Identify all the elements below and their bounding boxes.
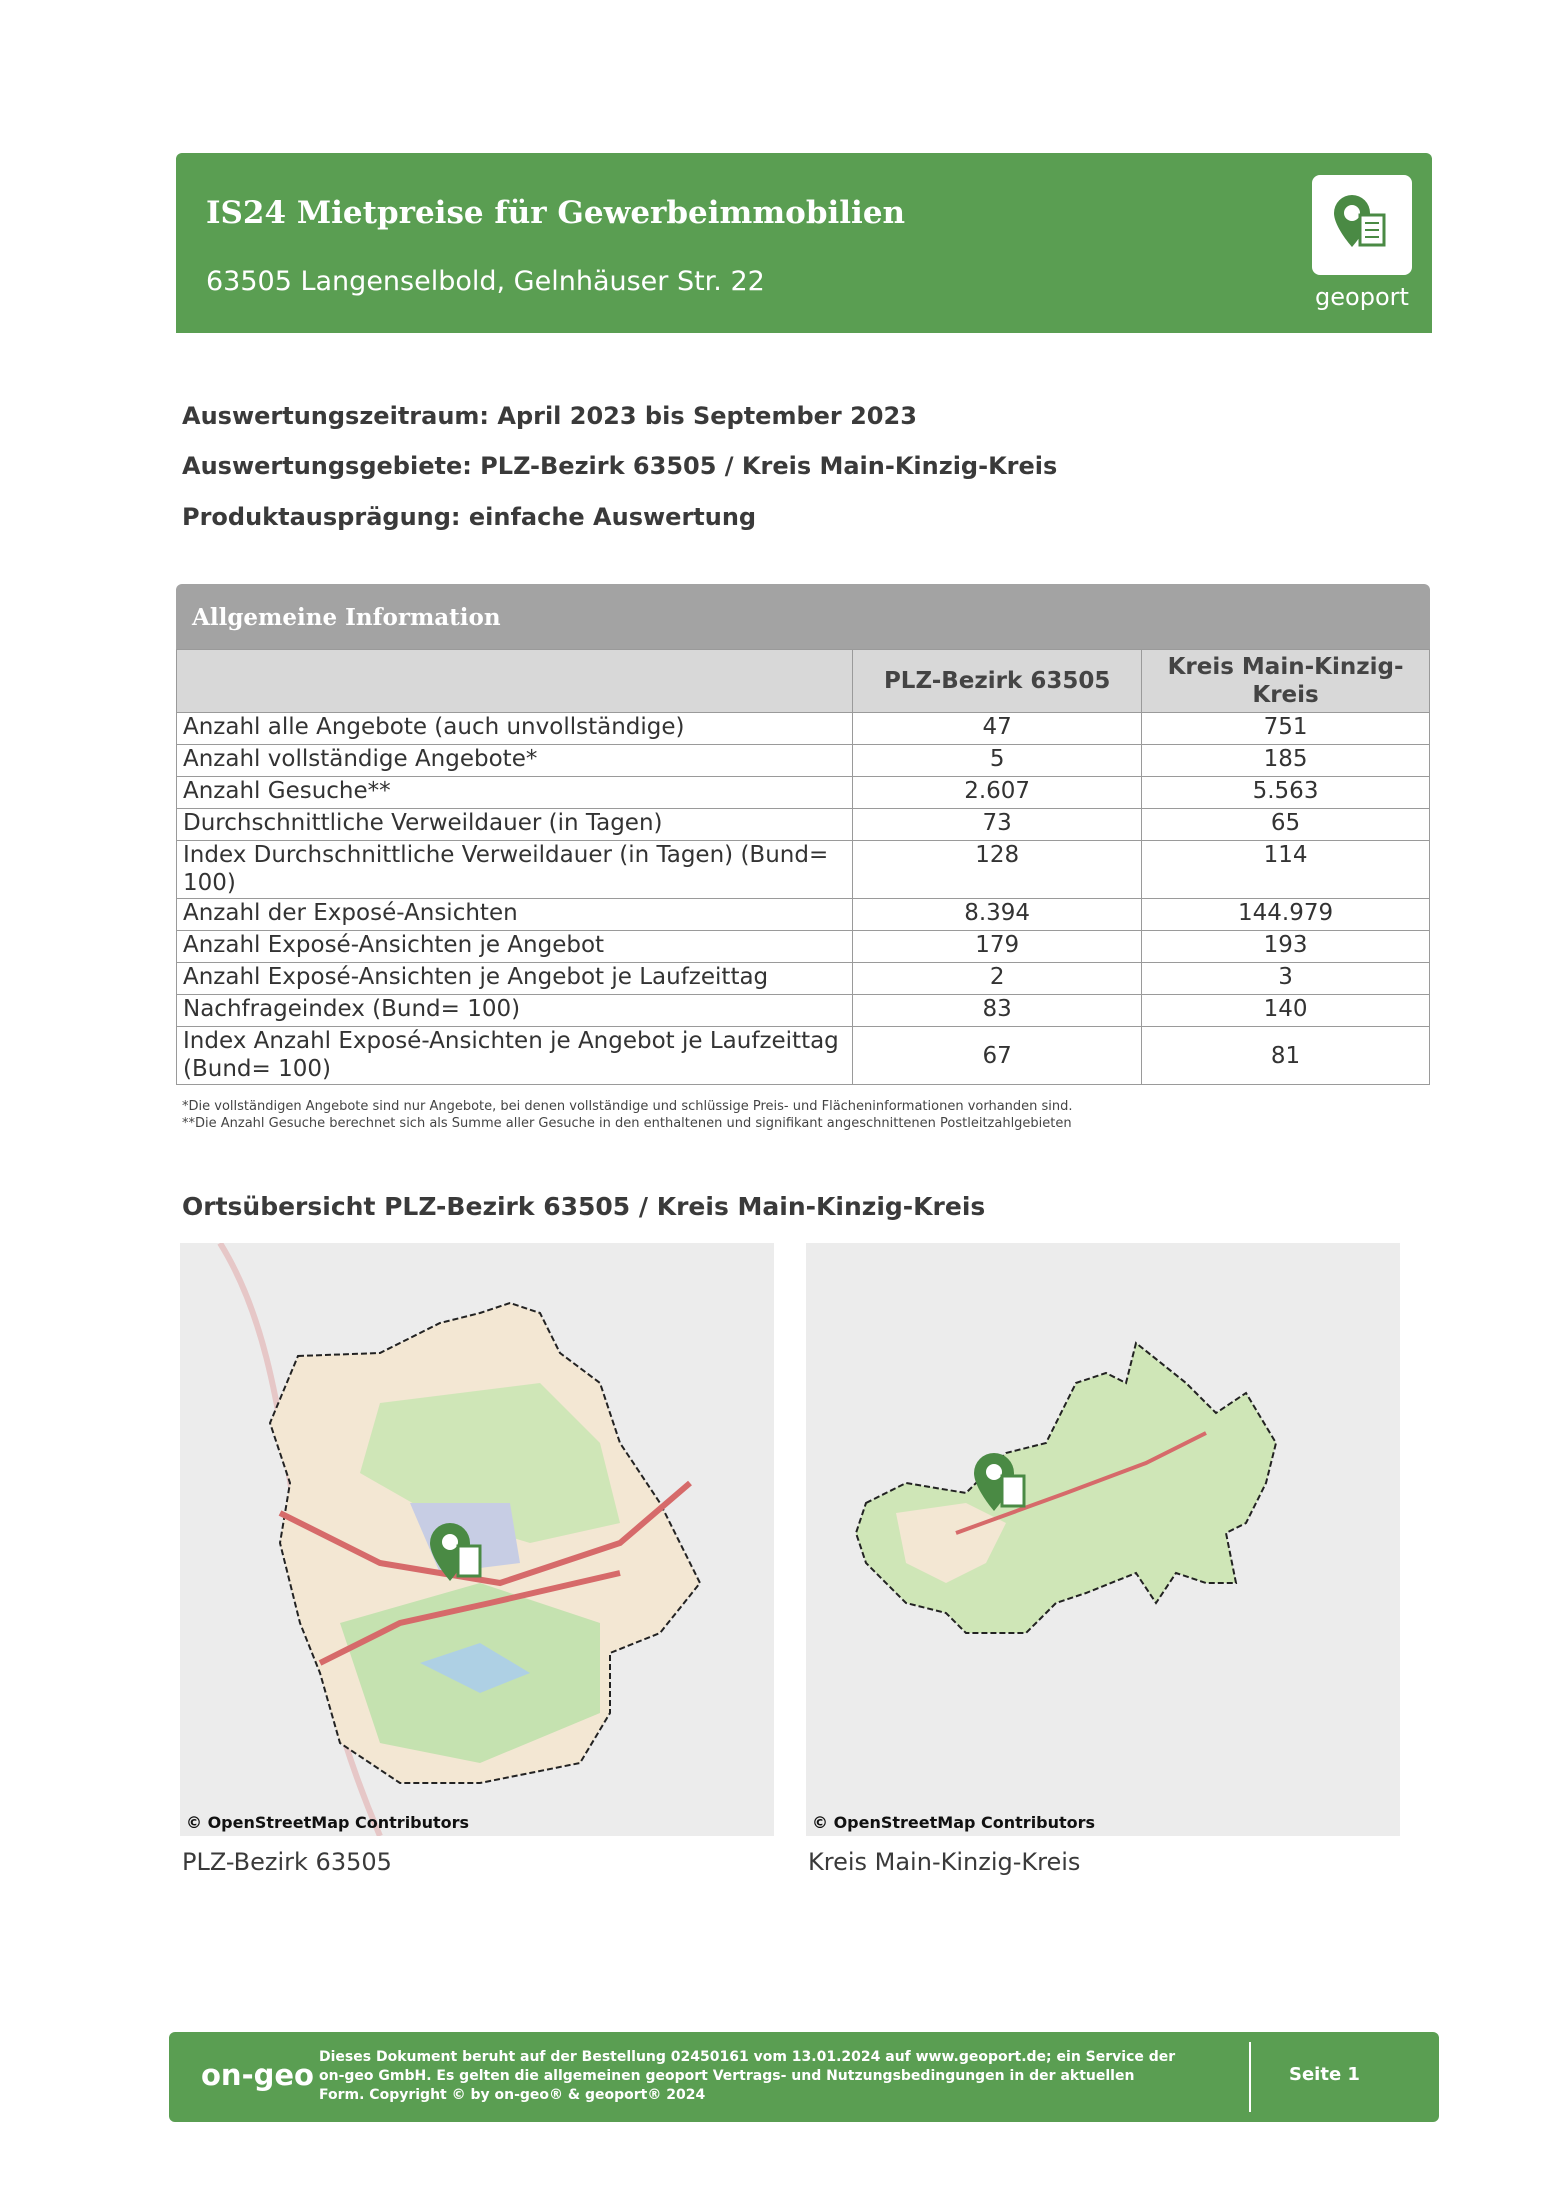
table-row	[177, 809, 1430, 841]
page-footer	[169, 2032, 1439, 2122]
row-label: Anzahl Exposé-Ansichten je Angebot je Laufzeittag	[177, 963, 853, 995]
report-address: 63505 Langenselbold, Gelnhäuser Str. 22	[206, 266, 765, 297]
row-plz: 73	[853, 809, 1142, 841]
header-label	[177, 650, 853, 713]
report-header	[176, 153, 1432, 333]
row-label: Index Durchschnittliche Verweildauer (in Tagen) (Bund= 100)	[177, 841, 853, 899]
table-header-row	[177, 650, 1430, 713]
table-row	[177, 841, 1430, 899]
table-caption: Allgemeine Information	[192, 604, 501, 631]
evaluation-period: Auswertungszeitraum: April 2023 bis September 2023	[182, 402, 917, 430]
footer-divider	[1249, 2042, 1251, 2112]
geoport-logo-icon	[1312, 175, 1412, 275]
row-plz: 179	[853, 931, 1142, 963]
table-row	[177, 713, 1430, 745]
map-plz-bezirk[interactable]	[180, 1243, 774, 1836]
row-kreis: 144.979	[1142, 899, 1430, 931]
on-geo-logo: on-geo	[201, 2058, 314, 2092]
table-row	[177, 995, 1430, 1027]
table-row	[177, 777, 1430, 809]
row-plz: 128	[853, 841, 1142, 899]
row-kreis: 81	[1142, 1027, 1430, 1085]
row-kreis: 65	[1142, 809, 1430, 841]
header-kreis: Kreis Main-Kinzig-Kreis	[1142, 650, 1430, 713]
table-row	[177, 899, 1430, 931]
row-plz: 2.607	[853, 777, 1142, 809]
general-info-table	[176, 584, 1430, 1085]
header-plz: PLZ-Bezirk 63505	[853, 650, 1142, 713]
row-label: Nachfrageindex (Bund= 100)	[177, 995, 853, 1027]
table-footnotes	[182, 1098, 1073, 1132]
row-label: Anzahl Exposé-Ansichten je Angebot	[177, 931, 853, 963]
row-label: Anzahl der Exposé-Ansichten	[177, 899, 853, 931]
map-section-title: Ortsübersicht PLZ-Bezirk 63505 / Kreis Main-Kinzig-Kreis	[182, 1192, 986, 1221]
row-label: Anzahl Gesuche**	[177, 777, 853, 809]
page-number: Seite 1	[1289, 2064, 1360, 2085]
geoport-logo-label: geoport	[1315, 283, 1409, 311]
row-label: Anzahl vollständige Angebote*	[177, 745, 853, 777]
row-plz: 67	[853, 1027, 1142, 1085]
table-row	[177, 931, 1430, 963]
left-map-caption: PLZ-Bezirk 63505	[182, 1848, 392, 1876]
map-kreis[interactable]	[806, 1243, 1400, 1836]
row-plz: 83	[853, 995, 1142, 1027]
product-variant: Produktausprägung: einfache Auswertung	[182, 503, 757, 531]
row-label: Index Anzahl Exposé-Ansichten je Angebot je Laufzeittag (Bund= 100)	[177, 1027, 853, 1085]
row-kreis: 140	[1142, 995, 1430, 1027]
row-label: Durchschnittliche Verweildauer (in Tagen)	[177, 809, 853, 841]
table-row	[177, 745, 1430, 777]
row-kreis: 185	[1142, 745, 1430, 777]
footer-disclaimer: Dieses Dokument beruht auf der Bestellung 02450161 vom 13.01.2024 auf www.geoport.de; ein Service der on-geo GmbH. Es gelten die allgemeinen geoport Vertrags- und Nutzungsbedingungen in der aktuellen Form. Copyright © by on-geo® & geoport® 2024	[319, 2049, 1176, 2103]
row-kreis: 3	[1142, 963, 1430, 995]
row-kreis: 193	[1142, 931, 1430, 963]
row-kreis: 5.563	[1142, 777, 1430, 809]
report-title: IS24 Mietpreise für Gewerbeimmobilien	[206, 195, 906, 231]
row-plz: 5	[853, 745, 1142, 777]
row-plz: 47	[853, 713, 1142, 745]
footnote-requests: **Die Anzahl Gesuche berechnet sich als Summe aller Gesuche in den enthaltenen und signifikant angeschnittenen Postleitzahlgebieten	[182, 1116, 1072, 1131]
row-plz: 8.394	[853, 899, 1142, 931]
row-label: Anzahl alle Angebote (auch unvollständige)	[177, 713, 853, 745]
row-kreis: 751	[1142, 713, 1430, 745]
evaluation-areas: Auswertungsgebiete: PLZ-Bezirk 63505 / Kreis Main-Kinzig-Kreis	[182, 452, 1058, 480]
row-kreis: 114	[1142, 841, 1430, 899]
table-row	[177, 1027, 1430, 1085]
map-credit: © OpenStreetMap Contributors	[186, 1813, 470, 1832]
table-caption-bar	[176, 584, 1430, 649]
footnote-complete-offers: *Die vollständigen Angebote sind nur Angebote, bei denen vollständige und schlüssige Preis- und Flächeninformationen vorhanden sind.	[182, 1099, 1073, 1114]
table-row	[177, 963, 1430, 995]
right-map-caption: Kreis Main-Kinzig-Kreis	[808, 1848, 1081, 1876]
map-credit: © OpenStreetMap Contributors	[812, 1813, 1096, 1832]
row-plz: 2	[853, 963, 1142, 995]
